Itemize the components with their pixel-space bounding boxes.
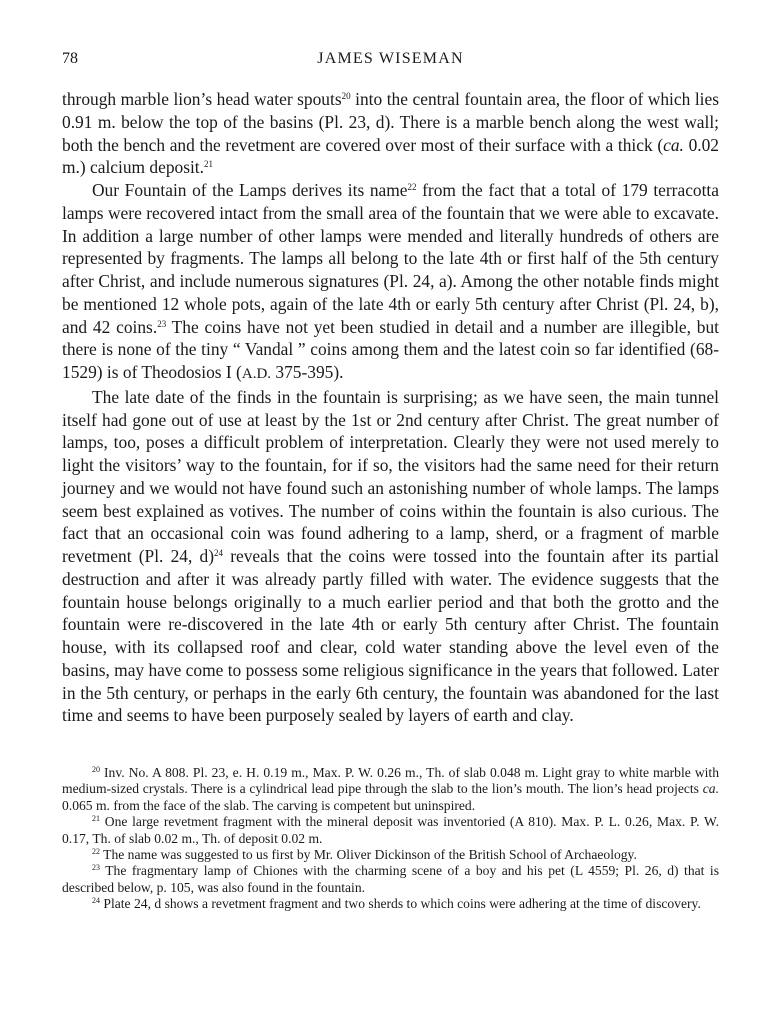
- footnote-ref: 20: [341, 91, 351, 101]
- footnote-number: 22: [92, 847, 100, 857]
- footnote-text: Inv. No. A 808. Pl. 23, e. H. 0.19 m., Max. P. W. 0.26 m., Th. of slab 0.048 m. Light gray to white marble with medium-sized crystals. There is a cylindrical lead pipe through the slab to the lion’s mouth. The lion’s head projects: [62, 765, 719, 797]
- footnote-text: Plate 24, d shows a revetment fragment and two sherds to which coins were adhering at the time of discovery.: [100, 896, 701, 912]
- footnote-22: [62, 847, 719, 863]
- footnote-21: [62, 814, 719, 847]
- paragraph-2: [62, 179, 719, 386]
- text-run: from the fact that a total of 179 terracotta lamps were recovered intact from the small area of the fountain that we were able to excavate. In addition a large number of other lamps were mended and literally hundreds of others are represented by fragments. The lamps all belong to the late 4th or first half of the 5th century after Christ, and include numerous signatures (Pl. 24, a). Among the other notable finds might be mentioned 12 whole pots, again of the late 4th or early 5th century after Christ (Pl. 24, b), and 42 coins.: [62, 180, 719, 337]
- text-italic: ca.: [702, 781, 719, 797]
- footnote-number: 23: [92, 863, 100, 873]
- text-run: reveals that the coins were tossed into the fountain after its partial destruction and after it was already partly filled with water. The evidence suggests that the fountain house belongs originally to a much earlier period and that both the grotto and the fountain were re-discovered in the late 4th or early 5th century after Christ. The fountain house, with its collapsed roof and clear, cold water standing above the level even of the basins, may have come to possess some religious significance in the years that followed. Later in the 5th century, or perhaps in the early 6th century, the fountain was abandoned for the last time and seems to have been purposely sealed by layers of earth and clay.: [62, 546, 719, 726]
- footnote-20: [62, 765, 719, 814]
- running-head: JAMES WISEMAN: [317, 50, 464, 67]
- paragraph-3: [62, 386, 719, 727]
- text-run: The late date of the finds in the fountain is surprising; as we have seen, the main tunnel itself had gone out of use at least by the 1st or 2nd century after Christ. The great number of lamps, too, poses a difficult problem of interpretation. Clearly they were not used merely to light the visitors’ way to the fountain, for if so, the visitors had the same need for their return journey and we would not have found such an astonishing number of whole lamps. The lamps seem best explained as votives. The number of coins within the fountain is also curious. The fact that an occasional coin was found adhering to a lamp, sherd, or a fragment of marble revetment (Pl. 24, d): [62, 386, 719, 566]
- page-header: [62, 50, 719, 72]
- footnote-number: 24: [92, 896, 100, 906]
- footnote-text: 0.065 m. from the face of the slab. The carving is competent but uninspired.: [62, 797, 476, 813]
- paragraph-1: [62, 88, 719, 179]
- footnote-ref: 23: [157, 318, 167, 329]
- footnote-number: 20: [92, 765, 100, 774]
- page-number: 78: [62, 50, 78, 67]
- text-run: 375-395).: [271, 362, 344, 382]
- footnote-text: The name was suggested to us first by Mr. Oliver Dickinson of the British School of Archaeology.: [100, 847, 637, 863]
- text-small-caps: A.D.: [241, 366, 272, 382]
- text-run: 0.02 m.) calcium deposit.: [62, 134, 719, 178]
- footnote-text: One large revetment fragment with the mineral deposit was inventoried (A 810). Max. P. L. 0.26, Max. P. W. 0.17, Th. of slab 0.02 m., Th. of deposit 0.02 m.: [62, 814, 719, 846]
- footnote-23: [62, 863, 719, 896]
- footnote-ref: 24: [214, 548, 224, 558]
- footnote-number: 21: [92, 814, 100, 824]
- text-run: through marble lion’s head water spouts: [62, 89, 342, 109]
- text-run: The coins have not yet been studied in detail and a number are illegible, but there is none of the tiny “ Vandal ” coins among them and the latest coin so far identified (68-1529) is of Theodosios I (: [62, 316, 719, 382]
- main-text: [62, 88, 719, 727]
- footnote-ref: 21: [204, 159, 213, 170]
- text-run: into the central fountain area, the floor of which lies 0.91 m. below the top of the basins (Pl. 23, d). There is a marble bench along the west wall; both the bench and the revetment are covered over most of their surface with a thick (: [62, 89, 719, 155]
- footnote-text: The fragmentary lamp of Chiones with the charming scene of a boy and his pet (L 4559; Pl. 26, d) that is described below, p. 105, was also found in the fountain.: [62, 863, 719, 895]
- text-italic: ca.: [663, 134, 684, 155]
- footnote-ref: 22: [407, 182, 417, 192]
- text-run: Our Fountain of the Lamps derives its name: [92, 180, 408, 200]
- footnotes: [62, 765, 719, 913]
- footnote-24: [62, 896, 719, 912]
